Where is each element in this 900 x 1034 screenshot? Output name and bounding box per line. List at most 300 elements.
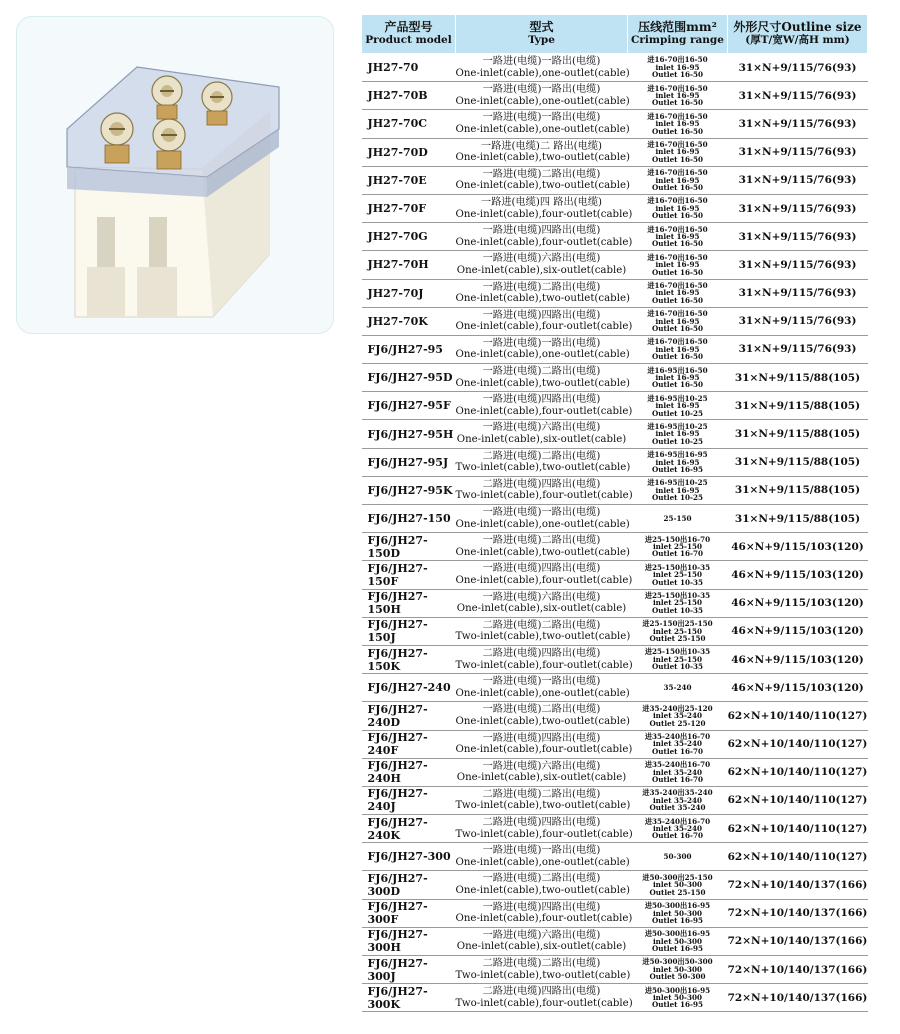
range-line: Outlet 16-50 bbox=[652, 183, 703, 193]
range-line: inlet 16-95 bbox=[655, 119, 700, 129]
type-english: One-inlet(cable),two-outlet(cable) bbox=[455, 152, 630, 164]
range-line: inlet 16-95 bbox=[655, 316, 700, 326]
type-english: One-inlet(cable),two-outlet(cable) bbox=[455, 885, 630, 897]
type-chinese: 二路进(电缆)四路出(电缆) bbox=[482, 817, 601, 829]
cell-crimping-range bbox=[628, 815, 728, 843]
product-spec-table bbox=[361, 14, 868, 1012]
type-chinese: 一路进(电缆)一路出(电缆) bbox=[482, 56, 601, 67]
cell-outline-size: 31×N+9/115/76(93) bbox=[728, 166, 868, 194]
range-line: 进16-70出16-50 bbox=[647, 140, 708, 150]
cell-outline-size: 31×N+9/115/76(93) bbox=[728, 279, 868, 307]
table-row bbox=[362, 871, 868, 899]
cell-type bbox=[455, 786, 631, 814]
cell-type bbox=[456, 251, 628, 279]
range-line: 进50-300出25-150 bbox=[642, 872, 713, 882]
range-line: Outlet 10-25 bbox=[652, 408, 703, 418]
type-english: One-inlet(cable),one-outlet(cable) bbox=[455, 95, 630, 107]
range-line: Outlet 16-95 bbox=[652, 944, 703, 954]
cell-crimping-range bbox=[628, 956, 728, 984]
type-english: One-inlet(cable),four-outlet(cable) bbox=[455, 405, 633, 417]
range-line: 进25-150出10-35 bbox=[644, 647, 711, 657]
type-chinese: 一路进(电缆)四路出(电缆) bbox=[482, 732, 601, 744]
cell-outline-size: 31×N+9/115/76(93) bbox=[728, 194, 868, 222]
cell-crimping-range bbox=[628, 927, 728, 955]
cell-outline-size: 31×N+9/115/76(93) bbox=[728, 54, 868, 82]
type-chinese: 一路进(电缆)六路出(电缆) bbox=[482, 591, 601, 603]
cell-outline-size: 62×N+10/140/110(127) bbox=[728, 843, 868, 871]
type-chinese: 一路进(电缆)六路出(电缆) bbox=[482, 760, 601, 772]
range-line: 进16-70出16-50 bbox=[647, 224, 708, 234]
range-line: 进50-300出16-95 bbox=[644, 929, 711, 939]
table-row bbox=[362, 82, 868, 110]
table-row bbox=[362, 815, 868, 843]
table-row bbox=[362, 786, 868, 814]
cell-product-model: FJ6/JH27-300K bbox=[362, 984, 456, 1012]
header-type: 型式 Type bbox=[456, 15, 628, 54]
table-row bbox=[362, 645, 868, 673]
range-line: 进16-70出16-50 bbox=[647, 280, 708, 290]
cell-type bbox=[455, 448, 631, 476]
range-line: Outlet 16-95 bbox=[652, 464, 703, 474]
cell-crimping-range bbox=[628, 843, 728, 871]
cell-type bbox=[456, 927, 628, 955]
range-line: 进16-70出16-50 bbox=[647, 111, 708, 121]
cell-product-model: FJ6/JH27-150D bbox=[362, 533, 456, 561]
type-english: One-inlet(cable),two-outlet(cable) bbox=[455, 377, 630, 389]
cell-crimping-range bbox=[628, 307, 728, 335]
range-line: 进16-70出16-50 bbox=[647, 55, 708, 65]
cell-product-model: JH27-70E bbox=[362, 166, 456, 194]
type-english: One-inlet(cable),six-outlet(cable) bbox=[456, 264, 627, 276]
cell-crimping-range bbox=[628, 420, 728, 448]
cell-outline-size: 31×N+9/115/76(93) bbox=[728, 110, 868, 138]
range-line: inlet 50-300 bbox=[652, 964, 703, 974]
cell-crimping-range bbox=[628, 251, 728, 279]
cell-product-model: FJ6/JH27-95F bbox=[362, 392, 456, 420]
range-line: 进16-95出10-25 bbox=[647, 421, 708, 431]
cell-crimping-range bbox=[628, 702, 728, 730]
table-row bbox=[362, 364, 868, 392]
cell-crimping-range bbox=[628, 589, 728, 617]
range-line: 进16-95出16-95 bbox=[647, 450, 708, 460]
cell-product-model: FJ6/JH27-240J bbox=[362, 786, 456, 814]
table-row bbox=[362, 730, 868, 758]
cell-type bbox=[455, 617, 631, 645]
cell-outline-size: 46×N+9/115/103(120) bbox=[728, 674, 868, 702]
cell-crimping-range bbox=[628, 448, 728, 476]
type-chinese: 二路进(电缆)二路出(电缆) bbox=[482, 619, 601, 631]
cell-product-model: FJ6/JH27-300 bbox=[362, 843, 456, 871]
cell-outline-size: 72×N+10/140/137(166) bbox=[728, 871, 868, 899]
table-row bbox=[362, 54, 868, 82]
cell-product-model: FJ6/JH27-300D bbox=[362, 871, 456, 899]
table-row bbox=[362, 223, 868, 251]
cell-outline-size: 31×N+9/115/76(93) bbox=[728, 223, 868, 251]
cell-outline-size: 72×N+10/140/137(166) bbox=[728, 984, 868, 1012]
type-english: Two-inlet(cable),two-outlet(cable) bbox=[455, 969, 631, 981]
table-row bbox=[362, 194, 868, 222]
range-line: Outlet 50-300 bbox=[649, 972, 706, 982]
header-product-model: 产品型号 Product model bbox=[362, 15, 456, 54]
cell-product-model: FJ6/JH27-95 bbox=[362, 335, 456, 363]
type-english: One-inlet(cable),two-outlet(cable) bbox=[455, 715, 630, 727]
range-line: inlet 16-95 bbox=[655, 91, 700, 101]
range-line: inlet 50-300 bbox=[652, 908, 703, 918]
cell-type bbox=[456, 166, 628, 194]
range-line: Outlet 16-50 bbox=[652, 239, 703, 249]
range-line: Outlet 16-50 bbox=[652, 380, 703, 390]
range-line: inlet 50-300 bbox=[652, 880, 703, 890]
cell-outline-size: 31×N+9/115/88(105) bbox=[728, 476, 868, 504]
cell-type bbox=[456, 420, 628, 448]
cell-outline-size: 31×N+9/115/88(105) bbox=[728, 392, 868, 420]
range-line: 进16-95出10-25 bbox=[647, 393, 708, 403]
cell-type bbox=[455, 194, 633, 222]
cell-crimping-range bbox=[628, 223, 728, 251]
range-line: Outlet 10-25 bbox=[652, 436, 703, 446]
type-english: One-inlet(cable),two-outlet(cable) bbox=[455, 180, 630, 192]
range-line: inlet 16-95 bbox=[655, 203, 700, 213]
cell-product-model: FJ6/JH27-95K bbox=[362, 476, 456, 504]
cell-product-model: JH27-70D bbox=[362, 138, 456, 166]
cell-type bbox=[455, 307, 633, 335]
cell-product-model: JH27-70J bbox=[362, 279, 456, 307]
cell-type bbox=[456, 533, 628, 561]
table-row bbox=[362, 420, 868, 448]
type-english: One-inlet(cable),four-outlet(cable) bbox=[455, 913, 633, 925]
cell-outline-size: 72×N+10/140/137(166) bbox=[728, 899, 868, 927]
range-line: inlet 16-95 bbox=[655, 429, 700, 439]
range-line: 进25-150出10-35 bbox=[644, 591, 711, 601]
type-english: One-inlet(cable),two-outlet(cable) bbox=[455, 293, 630, 305]
cell-outline-size: 72×N+10/140/137(166) bbox=[728, 927, 868, 955]
table-row bbox=[362, 251, 868, 279]
type-chinese: 一路进(电缆)四路出(电缆) bbox=[482, 901, 601, 913]
cell-outline-size: 31×N+9/115/88(105) bbox=[728, 505, 868, 533]
range-line: Outlet 10-25 bbox=[652, 493, 703, 503]
type-chinese: 一路进(电缆)一路出(电缆) bbox=[482, 507, 601, 518]
type-english: Two-inlet(cable),four-outlet(cable) bbox=[455, 997, 633, 1009]
type-english: One-inlet(cable),one-outlet(cable) bbox=[455, 123, 630, 135]
cell-product-model: FJ6/JH27-150F bbox=[362, 561, 456, 589]
product-photo-panel bbox=[16, 16, 334, 334]
type-chinese: 一路进(电缆)四 路出(电缆) bbox=[480, 196, 602, 208]
cell-crimping-range bbox=[628, 82, 728, 110]
range-line: inlet 16-95 bbox=[655, 372, 700, 382]
cell-product-model: FJ6/JH27-300H bbox=[362, 927, 456, 955]
range-line: 进50-300出16-95 bbox=[644, 985, 711, 995]
range-line: 进16-70出16-50 bbox=[647, 337, 708, 347]
cell-crimping-range bbox=[628, 505, 728, 533]
type-english: One-inlet(cable),six-outlet(cable) bbox=[456, 603, 627, 615]
type-chinese: 一路进(电缆)一路出(电缆) bbox=[482, 337, 601, 349]
cell-crimping-range bbox=[628, 364, 728, 392]
cell-crimping-range bbox=[628, 392, 728, 420]
type-english: One-inlet(cable),one-outlet(cable) bbox=[455, 349, 630, 361]
range-line: Outlet 16-70 bbox=[652, 831, 703, 841]
cell-outline-size: 31×N+9/115/76(93) bbox=[728, 138, 868, 166]
type-english: Two-inlet(cable),two-outlet(cable) bbox=[455, 631, 631, 643]
range-line: inlet 25-150 bbox=[652, 598, 703, 608]
range-line: inlet 16-95 bbox=[655, 62, 700, 72]
type-chinese: 一路进(电缆)二路出(电缆) bbox=[482, 873, 601, 885]
table-row bbox=[362, 927, 868, 955]
cell-outline-size: 62×N+10/140/110(127) bbox=[728, 815, 868, 843]
type-chinese: 一路进(电缆)一路出(电缆) bbox=[482, 676, 601, 688]
cell-outline-size: 46×N+9/115/103(120) bbox=[728, 589, 868, 617]
table-row bbox=[362, 899, 868, 927]
range-line: inlet 16-95 bbox=[655, 485, 700, 495]
range-line: 进25-150出16-70 bbox=[644, 534, 711, 544]
cell-product-model: FJ6/JH27-150H bbox=[362, 589, 456, 617]
type-english: Two-inlet(cable),two-outlet(cable) bbox=[455, 462, 631, 474]
cell-crimping-range bbox=[628, 166, 728, 194]
cell-type bbox=[455, 223, 633, 251]
range-line: 进35-240出16-70 bbox=[644, 816, 711, 826]
cell-crimping-range bbox=[628, 617, 728, 645]
range-line: 25-150 bbox=[663, 513, 692, 523]
table-row bbox=[362, 758, 868, 786]
type-chinese: 一路进(电缆)六路出(电缆) bbox=[482, 929, 601, 941]
cell-crimping-range bbox=[628, 899, 728, 927]
range-line: Outlet 16-70 bbox=[652, 774, 703, 784]
range-line: 进16-70出16-50 bbox=[647, 83, 708, 93]
table-row bbox=[362, 307, 868, 335]
cell-type bbox=[456, 54, 628, 82]
cell-type bbox=[456, 110, 628, 138]
cell-type bbox=[455, 561, 633, 589]
type-english: One-inlet(cable),four-outlet(cable) bbox=[455, 744, 633, 756]
range-line: Outlet 35-240 bbox=[649, 803, 706, 813]
range-line: inlet 25-150 bbox=[652, 570, 703, 580]
range-line: inlet 35-240 bbox=[652, 767, 703, 777]
range-line: inlet 16-95 bbox=[655, 175, 700, 185]
cell-crimping-range bbox=[628, 758, 728, 786]
range-line: inlet 25-150 bbox=[652, 654, 703, 664]
range-line: Outlet 16-95 bbox=[652, 1000, 703, 1010]
cell-outline-size: 46×N+9/115/103(120) bbox=[728, 561, 868, 589]
range-line: Outlet 16-50 bbox=[652, 126, 703, 136]
cell-crimping-range bbox=[628, 674, 728, 702]
cell-outline-size: 31×N+9/115/88(105) bbox=[728, 420, 868, 448]
cell-outline-size: 31×N+9/115/88(105) bbox=[728, 448, 868, 476]
cell-outline-size: 31×N+9/115/88(105) bbox=[728, 364, 868, 392]
range-line: 进16-70出16-50 bbox=[647, 252, 708, 262]
range-line: Outlet 25-120 bbox=[649, 718, 706, 728]
cell-outline-size: 62×N+10/140/110(127) bbox=[728, 758, 868, 786]
range-line: inlet 50-300 bbox=[652, 936, 703, 946]
range-line: inlet 16-95 bbox=[655, 147, 700, 157]
type-chinese: 一路进(电缆)一路出(电缆) bbox=[482, 845, 601, 857]
cell-crimping-range bbox=[628, 786, 728, 814]
type-chinese: 一路进(电缆)二路出(电缆) bbox=[482, 535, 601, 547]
range-line: Outlet 10-35 bbox=[652, 605, 703, 615]
cell-product-model: FJ6/JH27-240F bbox=[362, 730, 456, 758]
cell-product-model: FJ6/JH27-300J bbox=[362, 956, 456, 984]
range-line: Outlet 16-50 bbox=[652, 323, 703, 333]
terminal-block-photo-icon bbox=[17, 17, 333, 333]
cell-type bbox=[456, 702, 628, 730]
cell-product-model: JH27-70C bbox=[362, 110, 456, 138]
cell-crimping-range bbox=[628, 138, 728, 166]
type-english: One-inlet(cable),four-outlet(cable) bbox=[455, 574, 633, 586]
table-row bbox=[362, 476, 868, 504]
table-row bbox=[362, 138, 868, 166]
range-line: inlet 16-95 bbox=[655, 457, 700, 467]
cell-crimping-range bbox=[628, 194, 728, 222]
cell-type bbox=[455, 392, 633, 420]
range-line: Outlet 16-50 bbox=[652, 352, 703, 362]
range-line: Outlet 25-150 bbox=[649, 887, 706, 897]
type-english: Two-inlet(cable),four-outlet(cable) bbox=[455, 659, 633, 671]
range-line: inlet 16-95 bbox=[655, 401, 700, 411]
cell-type bbox=[455, 899, 633, 927]
cell-outline-size: 31×N+9/115/76(93) bbox=[728, 307, 868, 335]
range-line: inlet 25-150 bbox=[652, 542, 703, 552]
range-line: inlet 35-240 bbox=[652, 711, 703, 721]
table-row bbox=[362, 505, 868, 533]
cell-product-model: FJ6/JH27-240K bbox=[362, 815, 456, 843]
table-row bbox=[362, 956, 868, 984]
type-chinese: 二路进(电缆)四路出(电缆) bbox=[482, 478, 601, 490]
range-line: inlet 35-240 bbox=[652, 795, 703, 805]
type-english: One-inlet(cable),six-outlet(cable) bbox=[456, 941, 627, 953]
range-line: 进35-240出16-70 bbox=[644, 760, 711, 770]
range-line: 50-300 bbox=[663, 852, 692, 862]
range-line: Outlet 16-50 bbox=[652, 267, 703, 277]
range-line: 进25-150出25-150 bbox=[642, 619, 713, 629]
cell-crimping-range bbox=[628, 279, 728, 307]
table-row bbox=[362, 166, 868, 194]
cell-type bbox=[455, 815, 633, 843]
cell-product-model: FJ6/JH27-150 bbox=[362, 505, 456, 533]
range-line: inlet 50-300 bbox=[652, 993, 703, 1003]
type-chinese: 一路进(电缆)六路出(电缆) bbox=[482, 422, 601, 434]
cell-crimping-range bbox=[628, 561, 728, 589]
type-chinese: 一路进(电缆)二 路出(电缆) bbox=[480, 140, 602, 152]
range-line: Outlet 16-70 bbox=[652, 746, 703, 756]
type-english: One-inlet(cable),six-outlet(cable) bbox=[456, 772, 627, 784]
range-line: 进16-95出16-50 bbox=[647, 365, 708, 375]
cell-product-model: JH27-70 bbox=[362, 54, 456, 82]
cell-outline-size: 31×N+9/115/76(93) bbox=[728, 251, 868, 279]
type-chinese: 一路进(电缆)四路出(电缆) bbox=[482, 225, 601, 237]
range-line: Outlet 16-50 bbox=[652, 154, 703, 164]
cell-crimping-range bbox=[628, 645, 728, 673]
type-english: One-inlet(cable),one-outlet(cable) bbox=[455, 856, 630, 868]
range-line: inlet 35-240 bbox=[652, 823, 703, 833]
table-header-row bbox=[362, 15, 868, 54]
range-line: Outlet 25-150 bbox=[649, 634, 706, 644]
cell-product-model: FJ6/JH27-240 bbox=[362, 674, 456, 702]
cell-product-model: JH27-70H bbox=[362, 251, 456, 279]
table-row bbox=[362, 589, 868, 617]
type-chinese: 一路进(电缆)六路出(电缆) bbox=[482, 253, 601, 265]
cell-type bbox=[456, 589, 628, 617]
cell-product-model: FJ6/JH27-150J bbox=[362, 617, 456, 645]
cell-crimping-range bbox=[628, 730, 728, 758]
range-line: inlet 16-95 bbox=[655, 232, 700, 242]
range-line: 进35-240出25-120 bbox=[642, 703, 713, 713]
range-line: Outlet 16-50 bbox=[652, 211, 703, 221]
cell-type bbox=[456, 505, 628, 533]
range-line: inlet 16-95 bbox=[655, 344, 700, 354]
type-english: One-inlet(cable),four-outlet(cable) bbox=[455, 208, 633, 220]
cell-crimping-range bbox=[628, 984, 728, 1012]
type-chinese: 一路进(电缆)一路出(电缆) bbox=[482, 112, 601, 124]
type-chinese: 二路进(电缆)四路出(电缆) bbox=[482, 986, 601, 998]
range-line: Outlet 10-35 bbox=[652, 577, 703, 587]
cell-product-model: FJ6/JH27-240H bbox=[362, 758, 456, 786]
type-chinese: 一路进(电缆)四路出(电缆) bbox=[482, 563, 601, 575]
cell-crimping-range bbox=[628, 533, 728, 561]
header-outline-size: 外形尺寸Outline size (厚T/宽W/高H mm) bbox=[728, 15, 868, 54]
table-row bbox=[362, 392, 868, 420]
cell-outline-size: 62×N+10/140/110(127) bbox=[728, 702, 868, 730]
table-row bbox=[362, 279, 868, 307]
cell-type bbox=[456, 871, 628, 899]
table-row bbox=[362, 110, 868, 138]
table-row bbox=[362, 984, 868, 1012]
cell-type bbox=[456, 364, 628, 392]
type-english: One-inlet(cable),one-outlet(cable) bbox=[455, 518, 630, 530]
cell-product-model: FJ6/JH27-300F bbox=[362, 899, 456, 927]
type-english: One-inlet(cable),four-outlet(cable) bbox=[455, 321, 633, 333]
range-line: 进25-150出10-35 bbox=[644, 562, 711, 572]
range-line: 进50-300出50-300 bbox=[642, 957, 713, 967]
cell-type bbox=[456, 674, 628, 702]
cell-type bbox=[455, 956, 631, 984]
table-row bbox=[362, 335, 868, 363]
cell-product-model: JH27-70K bbox=[362, 307, 456, 335]
table-row bbox=[362, 617, 868, 645]
range-line: Outlet 16-50 bbox=[652, 70, 703, 80]
cell-product-model: FJ6/JH27-150K bbox=[362, 645, 456, 673]
cell-type bbox=[455, 476, 633, 504]
type-chinese: 一路进(电缆)一路出(电缆) bbox=[482, 84, 601, 96]
range-line: 进50-300出16-95 bbox=[644, 901, 711, 911]
cell-product-model: JH27-70F bbox=[362, 194, 456, 222]
cell-outline-size: 72×N+10/140/137(166) bbox=[728, 956, 868, 984]
cell-type bbox=[455, 984, 633, 1012]
type-english: One-inlet(cable),one-outlet(cable) bbox=[455, 687, 630, 699]
range-line: Outlet 16-50 bbox=[652, 295, 703, 305]
range-line: Outlet 16-70 bbox=[652, 549, 703, 559]
range-line: Outlet 16-50 bbox=[652, 98, 703, 108]
range-line: inlet 35-240 bbox=[652, 739, 703, 749]
type-chinese: 二路进(电缆)四路出(电缆) bbox=[482, 647, 601, 659]
range-line: 进35-240出35-240 bbox=[642, 788, 713, 798]
cell-crimping-range bbox=[628, 871, 728, 899]
range-line: Outlet 10-35 bbox=[652, 662, 703, 672]
cell-crimping-range bbox=[628, 476, 728, 504]
cell-type bbox=[456, 82, 628, 110]
table-body bbox=[362, 54, 868, 1012]
cell-crimping-range bbox=[628, 110, 728, 138]
table-row bbox=[362, 561, 868, 589]
cell-type bbox=[456, 138, 628, 166]
cell-product-model: FJ6/JH27-240D bbox=[362, 702, 456, 730]
cell-product-model: JH27-70G bbox=[362, 223, 456, 251]
type-english: Two-inlet(cable),four-outlet(cable) bbox=[455, 828, 633, 840]
product-spec-table-wrap bbox=[361, 14, 867, 1012]
range-line: 进16-70出16-50 bbox=[647, 168, 708, 178]
type-chinese: 一路进(电缆)四路出(电缆) bbox=[482, 394, 601, 406]
range-line: inlet 25-150 bbox=[652, 626, 703, 636]
range-line: 进16-95出10-25 bbox=[647, 478, 708, 488]
range-line: 35-240 bbox=[663, 683, 692, 693]
table-row bbox=[362, 533, 868, 561]
